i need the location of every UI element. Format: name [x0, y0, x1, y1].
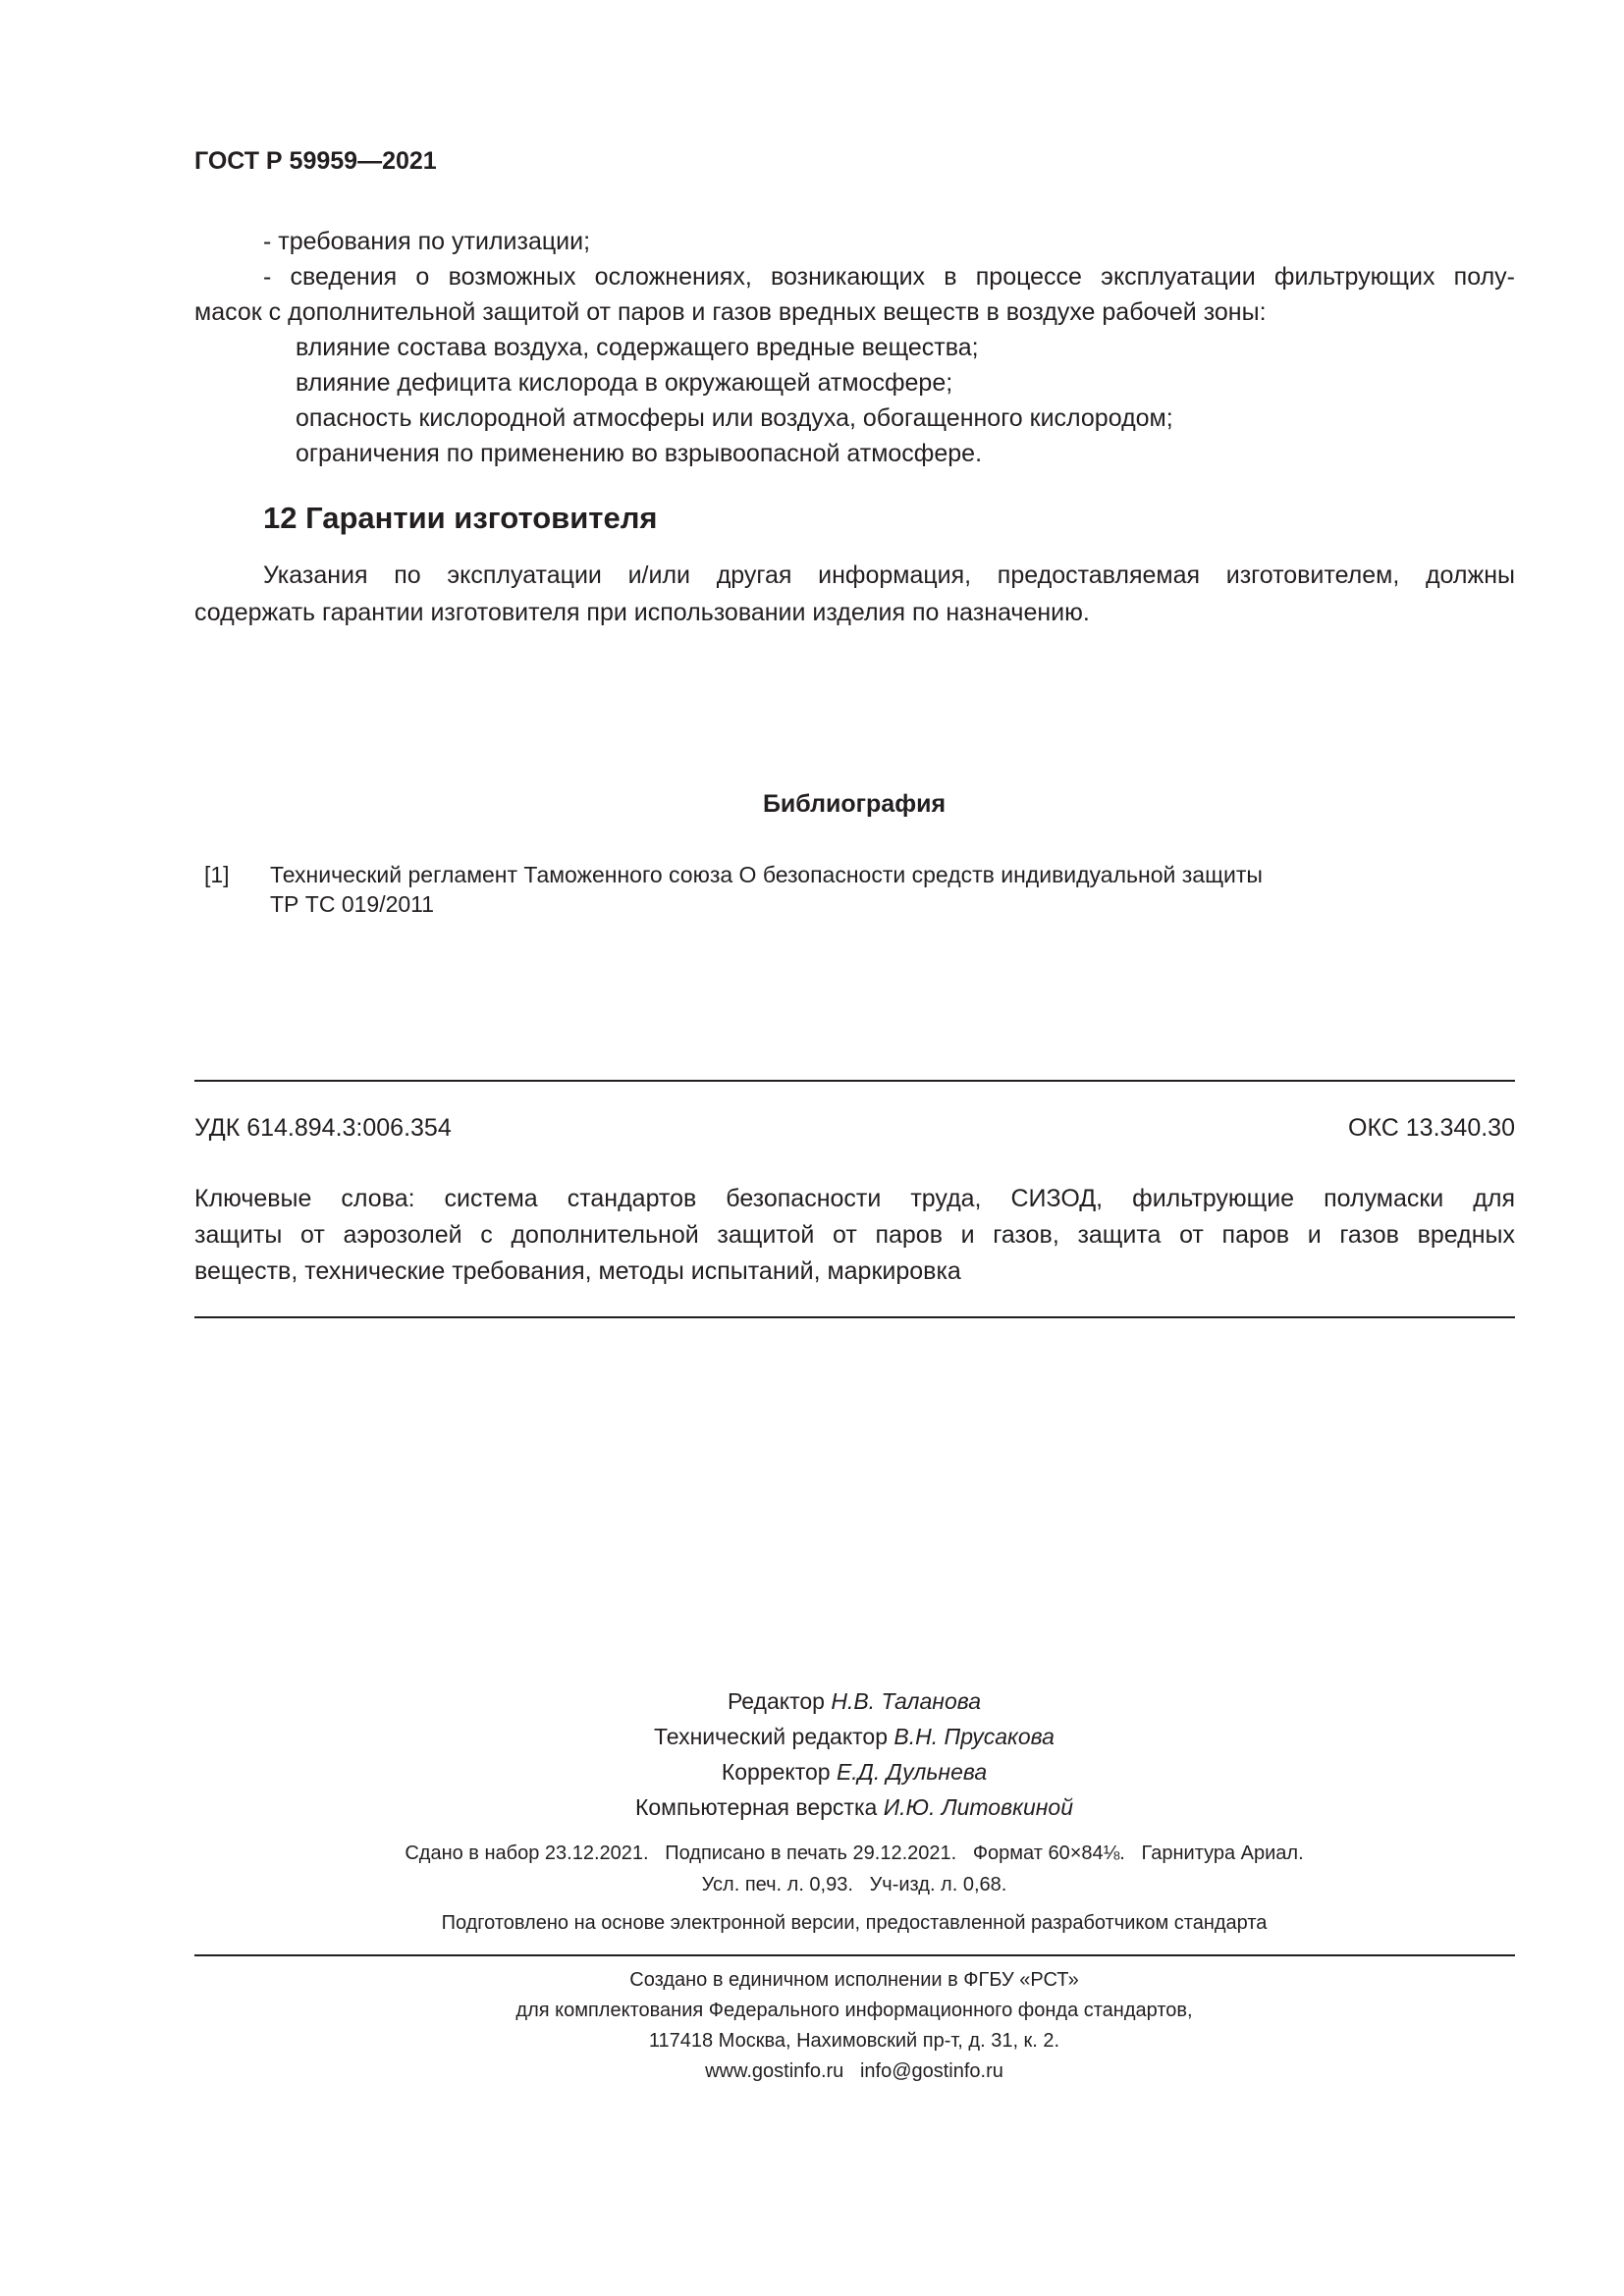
credit-editor: Редактор Н.В. Таланова [727, 1688, 982, 1714]
paragraph-line: Указания по эксплуатации и/или другая информация, предоставляемая изготовителем, должны [263, 561, 1515, 589]
publisher-line: Создано в единичном исполнении в ФГБУ «РСТ» [629, 1969, 1079, 1991]
sub-list-item: опасность кислородной атмосферы или воздуха, обогащенного кислородом; [296, 404, 1173, 432]
divider-rule [194, 1316, 1515, 1318]
credits-block [0, 1683, 1624, 1825]
publisher-address: 117418 Москва, Нахимовский пр-т, д. 31, к. 2. [648, 2030, 1060, 2052]
document-id: ГОСТ Р 59959—2021 [194, 147, 437, 175]
credit-corrector: Корректор Е.Д. Дульнева [721, 1759, 988, 1785]
publisher-contacts: www.gostinfo.ru info@gostinfo.ru [705, 2060, 1003, 2082]
section-paragraph [194, 557, 1515, 631]
divider-rule [194, 1954, 1515, 1956]
section-heading: 12 Гарантии изготовителя [263, 501, 658, 535]
sub-list-item: ограничения по применению во взрывоопасной атмосфере. [296, 440, 983, 467]
keywords-block [194, 1181, 1515, 1290]
sub-list-item: влияние состава воздуха, содержащего вредные вещества; [296, 334, 979, 361]
paragraph-line: содержать гарантии изготовителя при использовании изделия по назначению. [194, 599, 1090, 626]
credit-tech-editor: Технический редактор В.Н. Прусакова [654, 1724, 1055, 1749]
oks-code: ОКС 13.340.30 [1348, 1114, 1515, 1142]
keywords-line: защиты от аэрозолей с дополнительной защитой от паров и газов, защита от паров и газов вредных [194, 1221, 1515, 1249]
print-info-line: Сдано в набор 23.12.2021. Подписано в печать 29.12.2021. Формат 60×84⅛. Гарнитура Ариал. [405, 1842, 1304, 1864]
bibliography-item-number: [1] [204, 862, 230, 887]
list-item: - требования по утилизации; [263, 228, 591, 255]
divider-rule [194, 1080, 1515, 1082]
bibliography-item-text: Технический регламент Таможенного союза О безопасности средств индивидуальной защиты [270, 862, 1263, 887]
list-item-continuation: масок с дополнительной защитой от паров и газов вредных веществ в воздухе рабочей зоны: [194, 298, 1267, 326]
sub-list-item: влияние дефицита кислорода в окружающей атмосфере; [296, 369, 953, 397]
prepared-note: Подготовлено на основе электронной версии, предоставленной разработчиком стандарта [441, 1912, 1268, 1934]
bibliography-heading: Библиография [762, 790, 947, 818]
publisher-info [0, 1965, 1624, 2087]
udk-code: УДК 614.894.3:006.354 [194, 1114, 452, 1142]
publisher-line: для комплектования Федерального информационного фонда стандартов, [515, 2000, 1193, 2021]
credit-layout: Компьютерная верстка И.Ю. Литовкиной [634, 1794, 1073, 1820]
list-item: - сведения о возможных осложнениях, возникающих в процессе эксплуатации фильтрующих полу- [263, 263, 1515, 291]
print-info-line: Усл. печ. л. 0,93. Уч-изд. л. 0,68. [701, 1874, 1007, 1896]
print-info [0, 1838, 1624, 1900]
keywords-line: Ключевые слова: система стандартов безопасности труда, СИЗОД, фильтрующие полумаски для [194, 1185, 1515, 1212]
requirements-list [194, 224, 1515, 471]
keywords-line: веществ, технические требования, методы испытаний, маркировка [194, 1257, 961, 1285]
bibliography-item-code: ТР ТС 019/2011 [270, 891, 435, 917]
